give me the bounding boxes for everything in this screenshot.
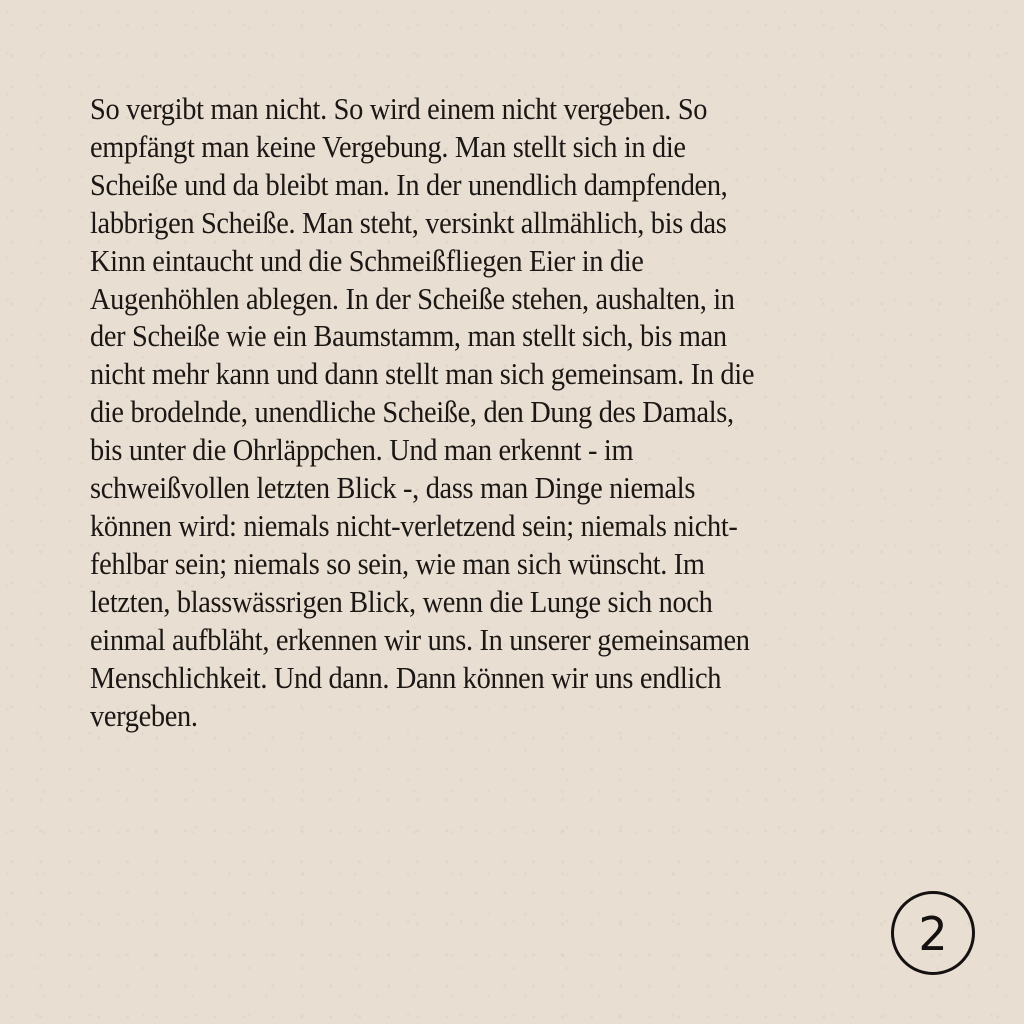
text-line: vergeben.	[90, 698, 198, 733]
text-line: So vergibt man nicht. So wird einem nicht vergeben. So	[90, 92, 708, 126]
text-line: empfängt man keine Vergebung. Man stellt sich in die	[90, 129, 686, 164]
text-line: bis unter die Ohrläppchen. Und man erkennt - im	[90, 433, 634, 468]
text-line: die brodelnde, unendliche Scheiße, den Dung des Damals,	[90, 395, 734, 430]
text-line: Kinn eintaucht und die Schmeißfliegen Eier in die	[90, 243, 644, 278]
text-line: der Scheiße wie ein Baumstamm, man stellt sich, bis man	[90, 319, 727, 354]
text-line: einmal aufbläht, erkennen wir uns. In unserer gemeinsamen	[90, 622, 750, 657]
text-line: Menschlichkeit. Und dann. Dann können wir uns endlich	[90, 660, 722, 695]
page-number: 2	[918, 907, 948, 961]
text-line: können wird: niemals nicht-verletzend sein; niemals nicht-	[90, 508, 738, 543]
text-line: labbrigen Scheiße. Man steht, versinkt allmählich, bis das	[90, 205, 727, 240]
text-line: Scheiße und da bleibt man. In der unendlich dampfenden,	[90, 167, 728, 202]
page-number-badge	[891, 891, 975, 975]
text-line: schweißvollen letzten Blick -, dass man Dinge niemals	[90, 471, 696, 506]
text-line: nicht mehr kann und dann stellt man sich gemeinsam. In die	[90, 357, 755, 392]
body-text	[90, 91, 950, 735]
text-line: Augenhöhlen ablegen. In der Scheiße stehen, aushalten, in	[90, 281, 735, 316]
text-line: letzten, blasswässrigen Blick, wenn die Lunge sich noch	[90, 584, 713, 619]
text-line: fehlbar sein; niemals so sein, wie man sich wünscht. Im	[90, 546, 705, 581]
